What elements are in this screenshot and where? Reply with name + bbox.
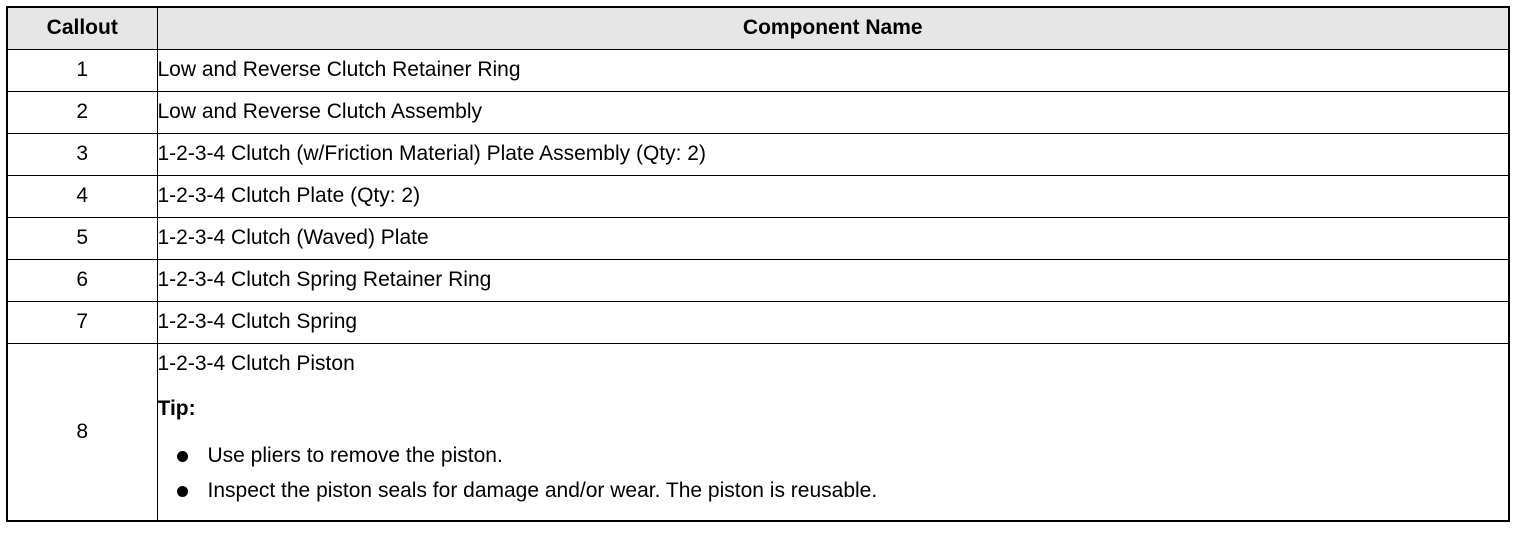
table-header-row <box>7 7 1509 49</box>
component-name-column-header: Component Name <box>157 7 1509 49</box>
component-table <box>6 6 1510 522</box>
callout-column-header: Callout <box>7 7 157 49</box>
component-name-cell: 1-2-3-4 Clutch Plate (Qty: 2) <box>157 175 1509 217</box>
callout-cell: 3 <box>7 133 157 175</box>
table-row <box>7 301 1509 343</box>
component-name-cell: 1-2-3-4 Clutch (Waved) Plate <box>157 217 1509 259</box>
callout-cell: 4 <box>7 175 157 217</box>
tip-heading: Tip: <box>157 396 196 420</box>
component-name-cell: 1-2-3-4 Clutch Spring Retainer Ring <box>157 259 1509 301</box>
callout-cell: 6 <box>7 259 157 301</box>
table-row <box>7 133 1509 175</box>
table-row <box>7 217 1509 259</box>
tip-text: Inspect the piston seals for damage and/or wear. The piston is reusable. <box>207 478 878 502</box>
bullet-icon <box>177 451 188 462</box>
component-name-text: 1-2-3-4 Clutch Piston <box>157 351 355 375</box>
component-name-cell: 1-2-3-4 Clutch Spring <box>157 301 1509 343</box>
bullet-icon <box>177 486 188 497</box>
callout-cell: 8 <box>7 343 157 521</box>
callout-cell: 5 <box>7 217 157 259</box>
tip-list-item <box>158 479 1509 503</box>
callout-cell: 2 <box>7 91 157 133</box>
table-row <box>7 175 1509 217</box>
component-name-cell: 1-2-3-4 Clutch (w/Friction Material) Plate Assembly (Qty: 2) <box>157 133 1509 175</box>
callout-cell: 1 <box>7 49 157 91</box>
tip-list-item <box>158 444 1509 468</box>
component-name-cell: Low and Reverse Clutch Retainer Ring <box>157 49 1509 91</box>
table-row <box>7 259 1509 301</box>
tip-list <box>158 444 1509 503</box>
table-row <box>7 49 1509 91</box>
component-name-cell: Low and Reverse Clutch Assembly <box>157 91 1509 133</box>
table-row <box>7 343 1509 521</box>
component-name-cell <box>157 343 1509 521</box>
table-row <box>7 91 1509 133</box>
tip-text: Use pliers to remove the piston. <box>207 443 503 467</box>
callout-cell: 7 <box>7 301 157 343</box>
